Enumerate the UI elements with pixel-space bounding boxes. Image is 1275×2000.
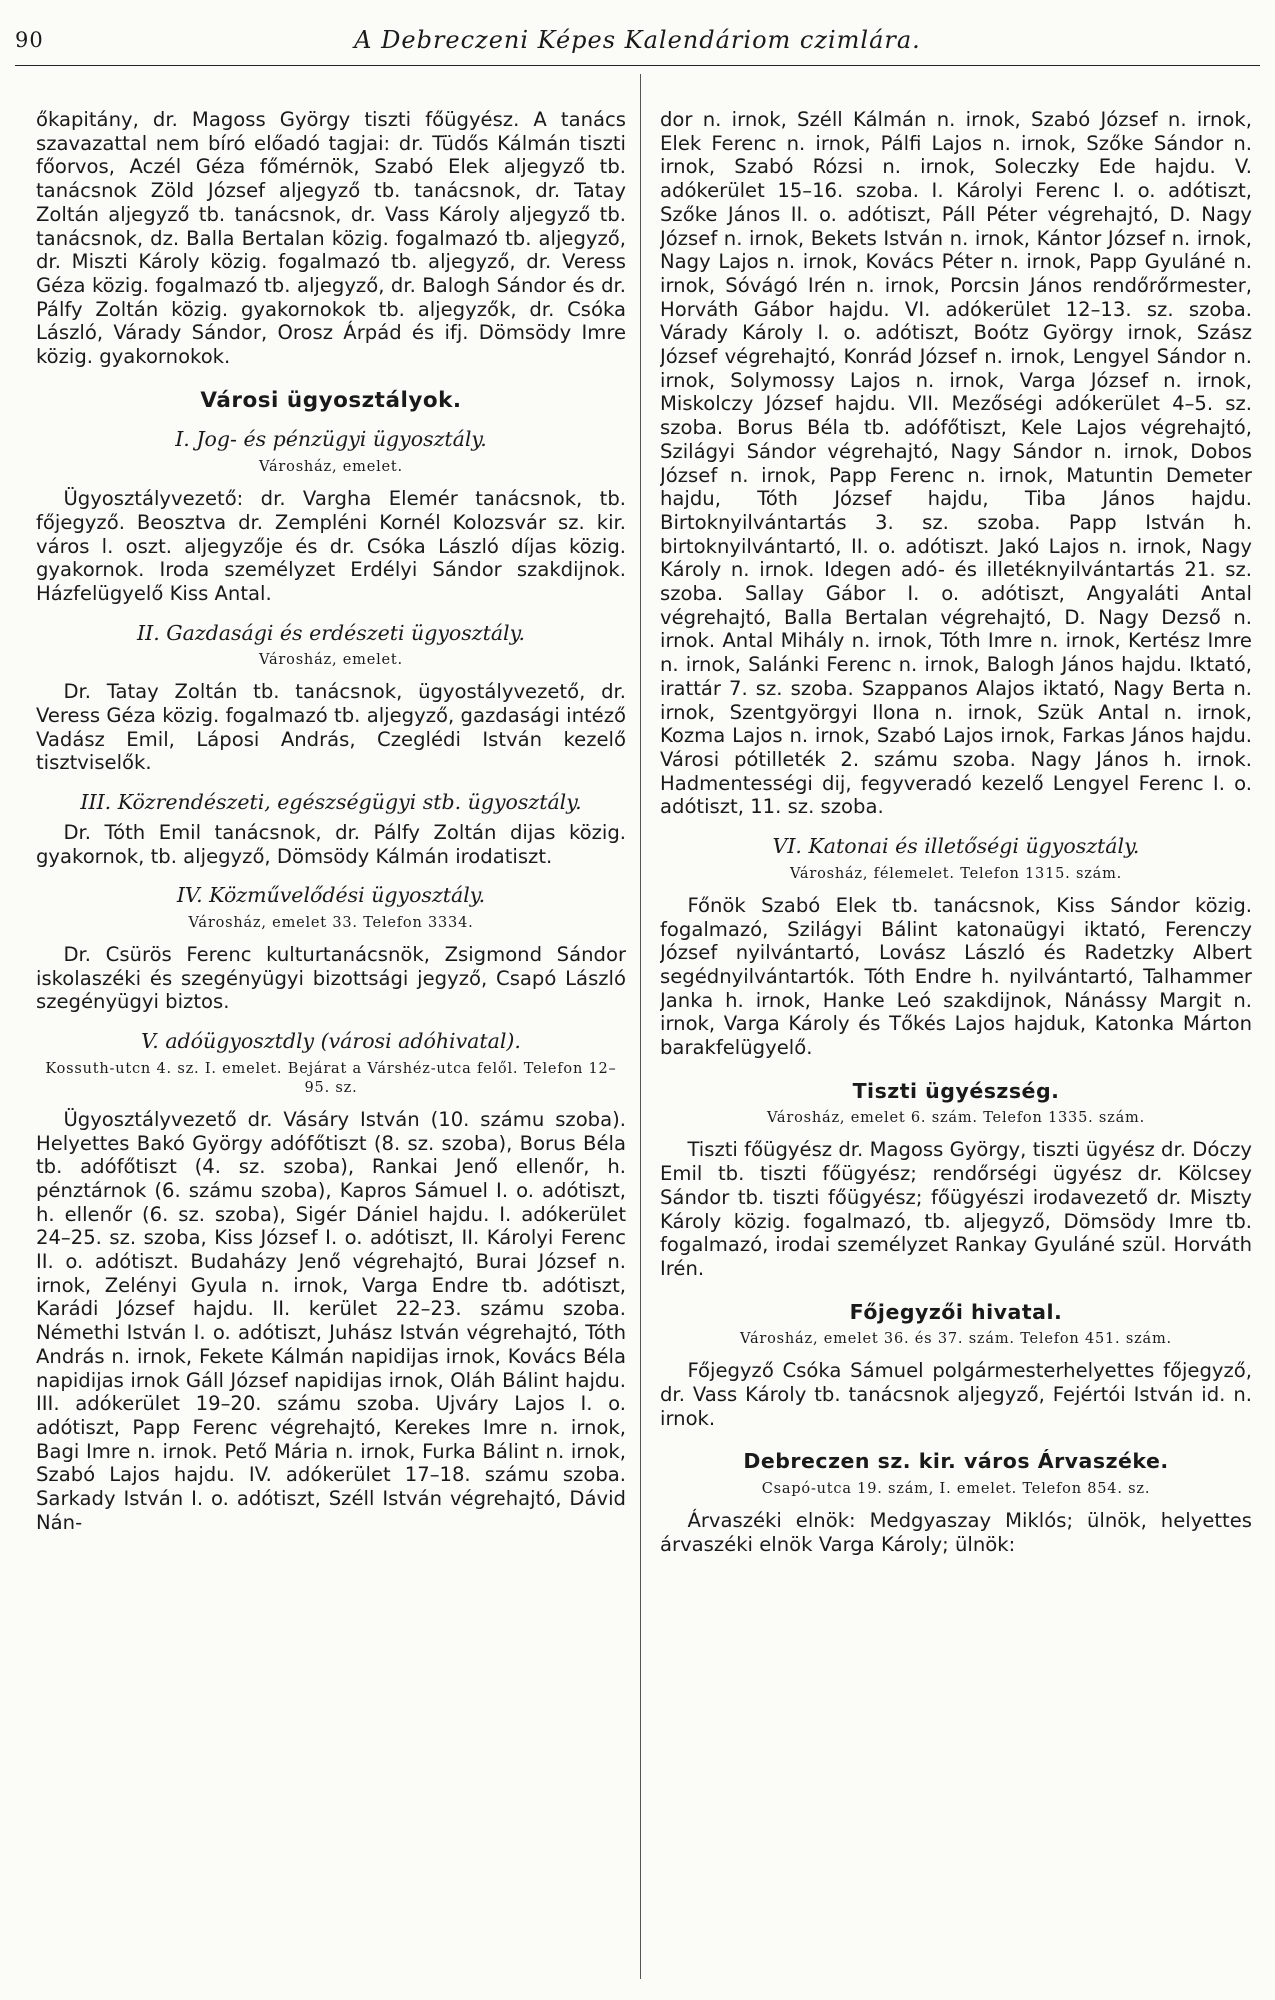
subsection-address-5: Kossuth-utcn 4. sz. I. emelet. Bejárat a Várshéz-utca felől. Telefon 12–95. sz. [45, 1060, 617, 1096]
section-text-fojegyzoi-hivatal: Főjegyző Csóka Sámuel polgármesterhelyettes főjegyző, dr. Vass Károly tb. tanácsnok aljegyző, Fejértói István id. n. irnok. [660, 1359, 1252, 1430]
subsection-address-2: Városház, emelet. [259, 652, 403, 669]
section-address-arvaszek: Csapó-utca 19. szám, I. emelet. Telefon 854. sz. [761, 1481, 1151, 1498]
subsection-text-6: Főnök Szabó Elek tb. tanácsnok, Kiss Sándor közig. fogalmazó, Szilágyi Bálint katonaügyi iktató, Ferenczy József nyilvántartó, Lovász László és Radetzky Albert segédnyilvántartók. Tóth Endre h. nyilvántartó, Talhammer Janka h. irnok, Hanke Leó szakdijnok, Nánássy Margit n. irnok, Varga Károly és Tőkés Lajos hajduk, Katonka Márton barakfelügyelő. [660, 893, 1252, 1060]
running-title: A Debreczeni Képes Kalendáriom czimlára. [354, 26, 921, 54]
subsection-text-3: Dr. Tóth Emil tanácsnok, dr. Pálfy Zoltán dijas közig. gyakornok, tb. aljegyző, Dömsödy Kálmán irodatiszt. [36, 820, 626, 868]
section-title-tiszti-ugyeszseg: Tiszti ügyészség. [852, 1078, 1060, 1103]
subsection-text-2: Dr. Tatay Zoltán tb. tanácsnok, ügyostályvezető, dr. Veress Géza közig. fogalmazó tb. aljegyző, gazdasági intéző Vadász Emil, Láposi András, Czeglédi István kezelő tisztviselők. [36, 680, 626, 775]
subsection-address-4: Városház, emelet 33. Telefon 3334. [188, 914, 474, 931]
subsection-title-5: V. adóügyosztdly (városi adóhivatal). [141, 1029, 521, 1054]
continuation-paragraph: dor n. irnok, Széll Kálmán n. irnok, Szabó József n. irnok, Elek Ferenc n. irnok, Pálfi Lajos n. irnok, Szőke Sándor n. irnok, Szabó Rózsi n. irnok, Soleczky Ede hajdu. V. adókerület 15–16. szoba. I. Károlyi Ferenc I. o. adótiszt, Szőke János II. o. adótiszt, Páll Péter végrehajtó, D. Nagy József n. irnok, Bekets István n. irnok, Kántor József n. irnok, Nagy Lajos n. irnok, Kovács Péter n. irnok, Papp Gyuláné n. irnok, Sóvágó Irén n. irnok, Porcsin János rendőrőrmester, Horváth Gábor hajdu. VI. adókerület 12–13. sz. szoba. Várady Károly I. o. adótiszt, Boótz György irnok, Szász József végrehajtó, Konrád József n. irnok, Lengyel Sándor n. irnok, Solymossy Lajos n. irnok, Varga József n. irnok, Miskolczy József hajdu. VII. Mezőségi adókerület 4–5. sz. szoba. Borus Béla tb. adófőtiszt, Kele Lajos végrehajtó, Szilágyi Sándor végrehajtó, Nagy Sándor n. irnok, Dobos József n. irnok, Papp Ferenc n. irnok, Matuntin Demeter hajdu, Tóth József hajdu, Tiba János hajdu. Birtoknyilvántartás 3. sz. szoba. Papp István h. birtoknyilvántartó, II. o. adótiszt. Jakó Lajos n. irnok, Nagy Károly n. irnok. Idegen adó- és illetéknyilvántartás 21. sz. szoba. Sallay Gábor I. o. adótiszt, Angyaláti Antal végrehajtó, Balla Bertalan végrehajtó, D. Nagy Dezső n. irnok. Antal Mihály n. irnok, Tóth Imre n. irnok, Kertész Imre n. irnok, Salánki Ferenc n. irnok, Balogh János hajdu. Iktató, irattár 7. sz. szoba. Szappanos Alajos iktató, Nagy Berta n. irnok, Szentgyörgyi Ilona n. irnok, Szük Antal n. irnok, Kozma Lajos n. irnok, Szabó Lajos irnok, Farkas János hajdu. Városi pótilleték 2. számu szoba. Nagy János h. irnok. Hadmentességi dij, fegyveradó kezelő Lengyel Ferenc I. o. adótiszt, 11. sz. szoba. [660, 108, 1252, 819]
subsection-text-4: Dr. Csürös Ferenc kulturtanácsnök, Zsigmond Sándor iskolaszéki és szegényügyi bizottsági jegyző, Csapó László szegényügyi biztos. [36, 942, 626, 1014]
column-divider [640, 74, 641, 1979]
section-title-fojegyzoi-hivatal: Főjegyzői hivatal. [849, 1299, 1063, 1324]
subsection-text-1: Ügyosztályvezető: dr. Vargha Elemér tanácsnok, tb. főjegyző. Beosztva dr. Zempléni Kornél Kolozsvár sz. kir. város l. oszt. aljegyzője és dr. Csóka László díjas közig. gyakornok. Iroda személyzet Erdélyi Sándor szakdijnok. Házfelügyelő Kiss Antal. [36, 487, 626, 605]
left-column [36, 108, 626, 1988]
subsection-title-4: IV. Közművelődési ügyosztály. [176, 883, 486, 908]
subsection-title-2: II. Gazdasági és erdészeti ügyosztály. [137, 620, 525, 645]
right-column [660, 108, 1252, 1988]
section-address-fojegyzoi-hivatal: Városház, emelet 36. és 37. szám. Telefon 451. szám. [740, 1331, 1172, 1348]
subsection-title-6: VI. Katonai és illetőségi ügyosztály. [772, 834, 1140, 859]
subsection-text-5: Ügyosztályvezető dr. Vásáry István (10. számu szoba). Helyettes Bakó György adófőtiszt (8. sz. szoba), Borus Béla tb. adófőtiszt (4. sz. szoba), Rankai Jenő ellenőr, h. pénztárnok (6. számu szoba), Kapros Sámuel I. o. adótiszt, h. ellenőr (6. sz. szoba), Sigér Dániel hajdu. I. adókerület 24–25. sz. szoba, Kiss József I. o. adótiszt, II. Károlyi Ferenc II. o. adótiszt. Budaházy Jenő végrehajtó, Burai József n. irnok, Zelényi Gyula n. irnok, Varga Endre tb. adótiszt, Karádi József hajdu. II. kerület 22–23. számu szoba. Némethi István I. o. adótiszt, Juhász István végrehajtó, Tóth András n. irnok, Fekete Kálmán napidijas irnok, Kovács Béla napidijas irnok Gáll József napidijas irnok, Oláh Bálint hajdu. III. adókerület 19–20. számu szoba. Ujváry Lajos I. o. adótiszt, Papp Ferenc végrehajtó, Kerekes Imre n. irnok, Bagi Imre n. irnok. Pető Mária n. irnok, Furka Bálint n. irnok, Szabó Lajos hajdu. IV. adókerület 17–18. számu szoba. Sarkady István I. o. adótiszt, Széll István végrehajtó, Dávid Nán- [36, 1107, 626, 1534]
page-header [0, 0, 1275, 70]
section-text-tiszti-ugyeszseg: Tiszti főügyész dr. Magoss György, tiszti ügyész dr. Dóczy Emil tb. tiszti főügyész; rendőrségi ügyész dr. Kölcsey Sándor tb. tiszti főügyész; főügyészi irodavezető dr. Miszty Károly közig. fogalmazó, tb. aljegyző, Dömsödy Imre tb. fogalmazó, irodai személyzet Rankay Gyuláné szül. Horváth Irén. [660, 1138, 1252, 1280]
subsection-title-3: III. Közrendészeti, egészségügyi stb. ügyosztály. [80, 790, 582, 815]
intro-paragraph: őkapitány, dr. Magoss György tiszti főügyész. A tanács szavazattal nem bíró előadó tagjai: dr. Tüdős Kálmán tiszti főorvos, Aczél Géza főmérnök, Szabó Elek aljegyző tb. tanácsnok Zöld József aljegyző tb. tanácsnok, dr. Tatay Zoltán aljegyző tb. tanácsnok, dr. Vass Károly aljegyző tb. tanácsnok, dz. Balla Bertalan közig. fogalmazó tb. aljegyző, dr. Miszti Károly közig. fogalmazó tb. aljegyző, dr. Veress Géza közig. fogalmazó tb. aljegyző, dr. Balogh Sándor és dr. Pálfy Zoltán közig. gyakornokok tb. aljegyzők, dr. Csóka László, Várady Sándor, Orosz Árpád és ifj. Dömsödy Imre közig. gyakornokok. [36, 108, 626, 369]
header-rule [15, 65, 1260, 66]
section-title-arvaszek: Debreczen sz. kir. város Árvaszéke. [743, 1449, 1169, 1474]
section-text-arvaszek: Árvaszéki elnök: Medgyaszay Miklós; ülnök, helyettes árvaszéki elnök Varga Károly; ülnök: [660, 1509, 1252, 1556]
subsection-address-1: Városház, emelet. [259, 459, 403, 476]
section-address-tiszti-ugyeszseg: Városház, emelet 6. szám. Telefon 1335. szám. [766, 1110, 1146, 1127]
subsection-address-6: Városház, félemelet. Telefon 1315. szám. [789, 865, 1123, 882]
section-title-varosi-ugyosztalyok: Városi ügyosztályok. [200, 387, 462, 413]
page-number: 90 [15, 28, 44, 52]
subsection-title-1: I. Jog- és pénzügyi ügyosztály. [175, 427, 487, 452]
